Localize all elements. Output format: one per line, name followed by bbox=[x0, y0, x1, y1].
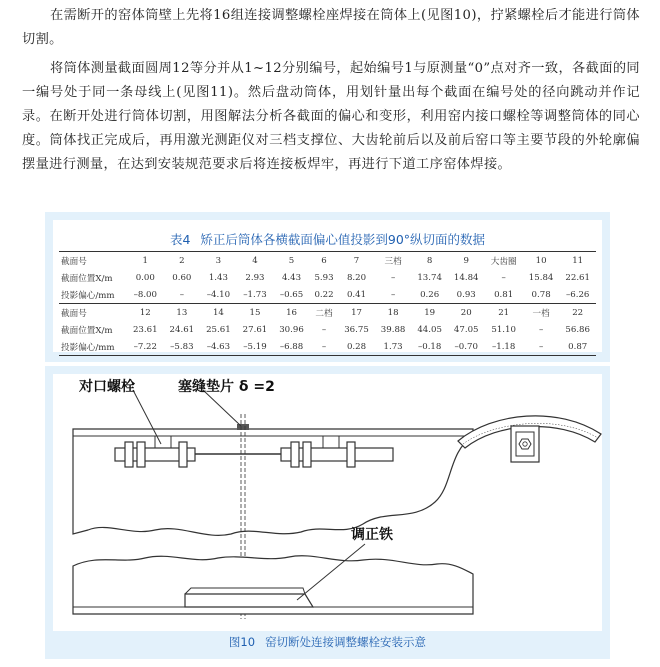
table-cell: 5 bbox=[273, 252, 310, 270]
table-title-text: 矫正后筒体各横截面偏心值投影到90°纵切面的数据 bbox=[200, 232, 486, 247]
table-cell: 11 bbox=[559, 252, 596, 270]
table-cell: 39.88 bbox=[380, 324, 406, 335]
table-row bbox=[59, 338, 596, 356]
table-cell: 3 bbox=[200, 252, 237, 270]
paragraph-2 bbox=[22, 57, 640, 177]
row-label: 截面位置X/m bbox=[61, 273, 113, 284]
table-cell: 25.61 bbox=[206, 324, 231, 335]
nut-5 bbox=[303, 442, 311, 467]
table-cell: 15 bbox=[237, 304, 274, 322]
nut-6 bbox=[347, 442, 355, 467]
table-cell: 4 bbox=[237, 252, 274, 270]
table-title bbox=[53, 230, 602, 248]
table-cell: – bbox=[390, 272, 396, 283]
table-row bbox=[59, 286, 596, 304]
paragraph-1 bbox=[22, 4, 640, 52]
row-label: 投影偏心/mm bbox=[61, 290, 115, 301]
table-cell: 13.74 bbox=[417, 272, 442, 283]
figure-inner bbox=[53, 374, 602, 631]
table-cell: –7.22 bbox=[127, 338, 164, 356]
table-cell: 27.61 bbox=[242, 324, 268, 335]
table-row bbox=[59, 269, 596, 286]
table-cell: 4.43 bbox=[281, 272, 302, 283]
table-cell: 0.41 bbox=[346, 289, 367, 300]
table-cell: 1.43 bbox=[208, 272, 228, 283]
table-cell: –6.26 bbox=[565, 289, 590, 300]
table-cell: 7 bbox=[338, 252, 375, 270]
label-shim: 塞缝垫片 δ =2 bbox=[178, 379, 275, 395]
table-cell: 12 bbox=[127, 304, 164, 322]
row-label: 截面位置X/m bbox=[61, 325, 113, 336]
table-cell: 三档 bbox=[375, 252, 412, 270]
table-cell: 一档 bbox=[523, 304, 560, 322]
table-cell: 0.78 bbox=[531, 289, 551, 300]
table-cell: 20 bbox=[448, 304, 485, 322]
table-cell: – bbox=[390, 289, 396, 300]
table-cell: 1.73 bbox=[375, 338, 412, 356]
table-inner bbox=[53, 220, 602, 352]
table-cell: 5.93 bbox=[314, 272, 334, 283]
table-cell: 14 bbox=[200, 304, 237, 322]
table-cell: 17 bbox=[338, 304, 375, 322]
table-cell: 10 bbox=[523, 252, 560, 270]
table-cell: –5.83 bbox=[164, 338, 201, 356]
table-cell: –8.00 bbox=[133, 289, 157, 300]
table-cell: – bbox=[501, 272, 506, 283]
figure-number: 图10 bbox=[228, 635, 256, 649]
table-number: 表4 bbox=[169, 232, 191, 247]
nut-1 bbox=[125, 442, 133, 467]
table-cell: –6.88 bbox=[273, 338, 310, 356]
nut-2 bbox=[137, 442, 145, 467]
table-cell: 8.20 bbox=[346, 272, 367, 283]
table-cell: 13 bbox=[164, 304, 201, 322]
table-cell: – bbox=[310, 338, 338, 356]
table-cell: – bbox=[538, 324, 544, 335]
table-cell: 0.93 bbox=[456, 289, 476, 300]
paragraph-1-text: 在需断开的窑体筒壁上先将16组连接调整螺栓座焊接在筒体上(见图10)，拧紧螺栓后才能进行筒体切割。 bbox=[22, 8, 640, 47]
table-cell: 16 bbox=[273, 304, 310, 322]
table-cell: – bbox=[523, 338, 560, 356]
paragraph-2-text: 将筒体测量截面圆周12等分并从1~12分别编号，起始编号1与原测量“0”点对齐一致，各截面的同一编号处于同一条母线上(见图11)。然后盘动筒体，用划针量出每个截面在编号处的径向跳动并作记录。在断开处进行筒体切割，用图解法分析各截面的偏心和变形，利用窑内接口螺栓等调整筒体的同心度。筒体找正完成后，再用激光测距仪对三档支撑位、大齿轮前后以及前后窑口等主要节段的外轮廓偏摆量进行测量，在达到安装规范要求后将连接板焊牢，再进行下道工序窑体焊接。 bbox=[22, 61, 640, 172]
table-cell: 2 bbox=[164, 252, 201, 270]
label-bolt: 对口螺栓 bbox=[79, 379, 135, 395]
table-cell: 0.60 bbox=[172, 272, 192, 283]
table-cell: 大齿圈 bbox=[485, 252, 523, 270]
adjusting-iron bbox=[185, 594, 313, 607]
table-cell: 6 bbox=[310, 252, 338, 270]
side-view-bolt-hole bbox=[523, 442, 527, 446]
table-cell: 19 bbox=[411, 304, 448, 322]
label-adjusting-iron: 调正铁 bbox=[351, 527, 393, 543]
table-row bbox=[59, 321, 596, 338]
table-cell: 18 bbox=[375, 304, 412, 322]
row-label: 投影偏心/mm bbox=[59, 338, 127, 356]
table-cell: – bbox=[179, 289, 184, 300]
table-row bbox=[59, 252, 596, 270]
table-cell: 0.26 bbox=[420, 289, 440, 300]
figure-caption-text: 窑切断处连接调整螺栓安装示意 bbox=[265, 635, 427, 649]
table-cell: 1 bbox=[127, 252, 164, 270]
table-cell: –1.73 bbox=[243, 289, 267, 300]
table-cell: –4.63 bbox=[200, 338, 237, 356]
table-cell: 14.84 bbox=[453, 272, 479, 283]
table-cell: 51.10 bbox=[491, 324, 516, 335]
table-cell: 0.87 bbox=[559, 338, 596, 356]
table-cell: – bbox=[321, 324, 327, 335]
table-cell: –4.10 bbox=[206, 289, 231, 300]
table-cell: 21 bbox=[485, 304, 523, 322]
table-row bbox=[59, 304, 596, 322]
nut-3 bbox=[179, 442, 187, 467]
data-table bbox=[59, 251, 596, 356]
shim-plate bbox=[237, 424, 249, 430]
table-cell: 0.00 bbox=[135, 272, 155, 283]
table-cell: 24.61 bbox=[169, 324, 195, 335]
table-cell: 56.86 bbox=[565, 324, 590, 335]
figure-caption bbox=[45, 634, 610, 650]
table-cell: 23.61 bbox=[132, 324, 158, 335]
table-cell: –1.18 bbox=[485, 338, 523, 356]
table-cell: –0.65 bbox=[279, 289, 304, 300]
table-cell: 8 bbox=[411, 252, 448, 270]
table-cell: 2.93 bbox=[245, 272, 265, 283]
table-cell: 9 bbox=[448, 252, 485, 270]
table-cell: 44.05 bbox=[417, 324, 442, 335]
bolt-diagram bbox=[53, 374, 602, 631]
table-cell: 47.05 bbox=[453, 324, 479, 335]
row-label: 截面号 bbox=[59, 304, 127, 322]
table-cell: –5.19 bbox=[237, 338, 274, 356]
table-cell: 二档 bbox=[310, 304, 338, 322]
table-cell: 15.84 bbox=[528, 272, 554, 283]
table-cell: –0.18 bbox=[411, 338, 448, 356]
table-cell: 0.22 bbox=[314, 289, 334, 300]
table-cell: 22.61 bbox=[565, 272, 590, 283]
nut-4 bbox=[291, 442, 299, 467]
table-cell: 36.75 bbox=[344, 324, 369, 335]
row-label: 截面号 bbox=[59, 252, 127, 270]
table-panel bbox=[45, 212, 610, 362]
table-cell: 0.81 bbox=[494, 289, 514, 300]
table-cell: 22 bbox=[559, 304, 596, 322]
figure-panel bbox=[45, 366, 610, 659]
table-cell: 0.28 bbox=[338, 338, 375, 356]
table-cell: –0.70 bbox=[448, 338, 485, 356]
table-cell: 30.96 bbox=[279, 324, 304, 335]
